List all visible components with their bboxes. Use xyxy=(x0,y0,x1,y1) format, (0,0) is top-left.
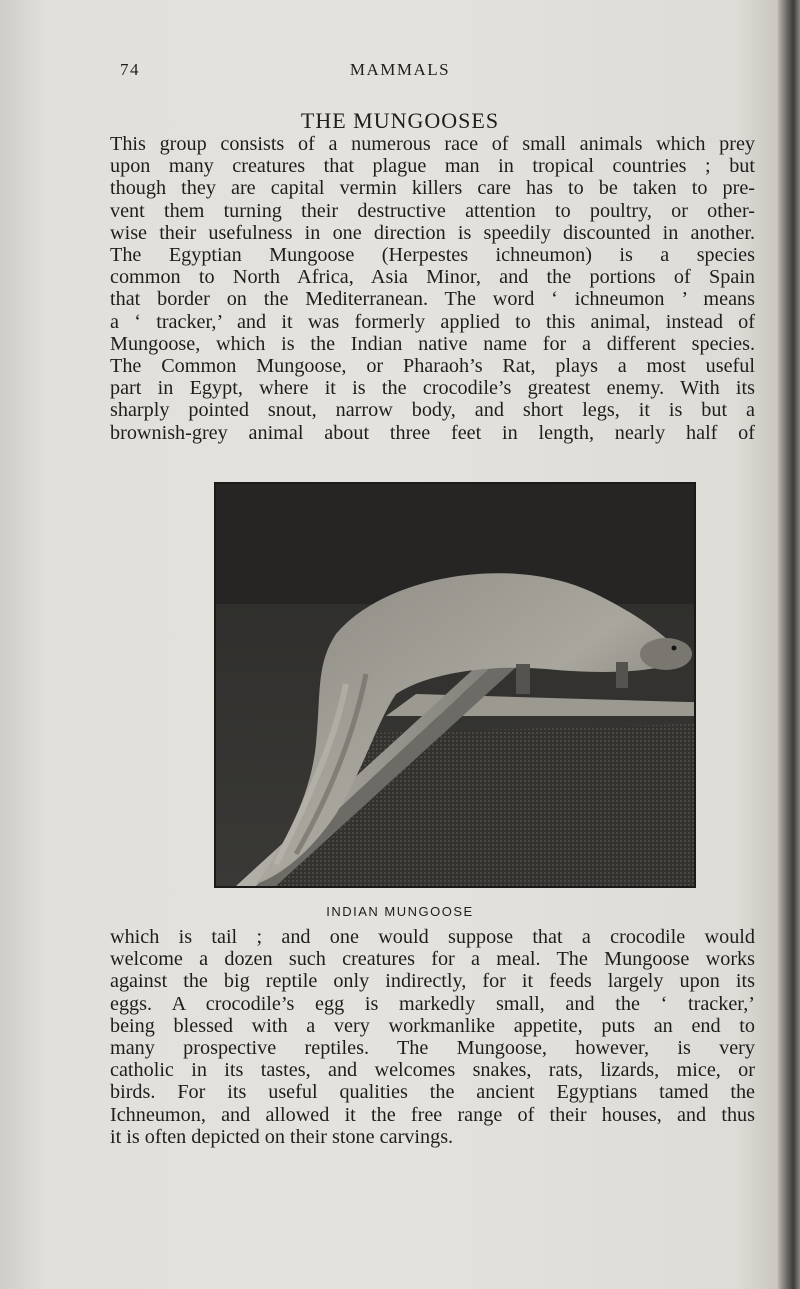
text-line: birds. For its useful qualities the ancient Egyptians tamed the xyxy=(110,1081,755,1104)
mungoose-photo-illustration xyxy=(216,484,694,886)
text-line: Mungoose, which is the Indian native name for a different species. xyxy=(110,332,755,355)
mungoose-photograph xyxy=(214,482,696,888)
text-line: This group consists of a numerous race of small animals which prey xyxy=(110,133,755,155)
text-line: vent them turning their destructive attention to poultry, or other- xyxy=(110,199,755,222)
text-line: The Egyptian Mungoose (Herpestes ichneumon) is a species xyxy=(110,244,755,267)
figure-caption: INDIAN MUNGOOSE xyxy=(326,904,474,919)
running-head: MAMMALS xyxy=(349,60,451,79)
text-line: sharply pointed snout, narrow body, and short legs, it is but a xyxy=(110,399,755,422)
text-line: it is often depicted on their stone carvings. xyxy=(110,1125,454,1148)
text-line: many prospective reptiles. The Mungoose, however, is very xyxy=(110,1037,755,1060)
text-line: eggs. A crocodile’s egg is markedly small, and the ‘ tracker,’ xyxy=(110,992,755,1015)
text-line: brownish-grey animal about three feet in length, nearly half of xyxy=(110,421,755,444)
text-line: that border on the Mediterranean. The word ‘ ichneumon ’ means xyxy=(110,288,755,311)
paragraph-2 xyxy=(110,926,755,1148)
paragraph-1 xyxy=(110,133,755,444)
text-line: Ichneumon, and allowed it the free range of their houses, and thus xyxy=(110,1103,755,1126)
text-line: common to North Africa, Asia Minor, and the portions of Spain xyxy=(110,266,755,289)
book-spine-shadow xyxy=(778,0,800,1289)
text-line: a ‘ tracker,’ and it was formerly applied to this animal, instead of xyxy=(110,310,755,333)
text-line: wise their usefulness in one direction is speedily discounted in another. xyxy=(110,221,755,244)
text-line: though they are capital vermin killers care has to be taken to pre- xyxy=(110,177,755,200)
page-number: 74 xyxy=(120,60,140,79)
text-line: welcome a dozen such creatures for a meal. The Mungoose works xyxy=(110,948,755,971)
text-line: which is tail ; and one would suppose that a crocodile would xyxy=(110,926,755,948)
text-line: upon many creatures that plague man in tropical countries ; but xyxy=(110,155,755,178)
text-line: being blessed with a very workmanlike appetite, puts an end to xyxy=(110,1014,755,1037)
text-line: The Common Mungoose, or Pharaoh’s Rat, plays a most useful xyxy=(110,355,755,378)
text-line: against the big reptile only indirectly, for it feeds largely upon its xyxy=(110,970,755,993)
text-line: part in Egypt, where it is the crocodile’s greatest enemy. With its xyxy=(110,377,755,400)
page-header xyxy=(120,60,680,84)
text-line: catholic in its tastes, and welcomes snakes, rats, lizards, mice, or xyxy=(110,1059,755,1082)
section-title: THE MUNGOOSES xyxy=(300,108,500,133)
